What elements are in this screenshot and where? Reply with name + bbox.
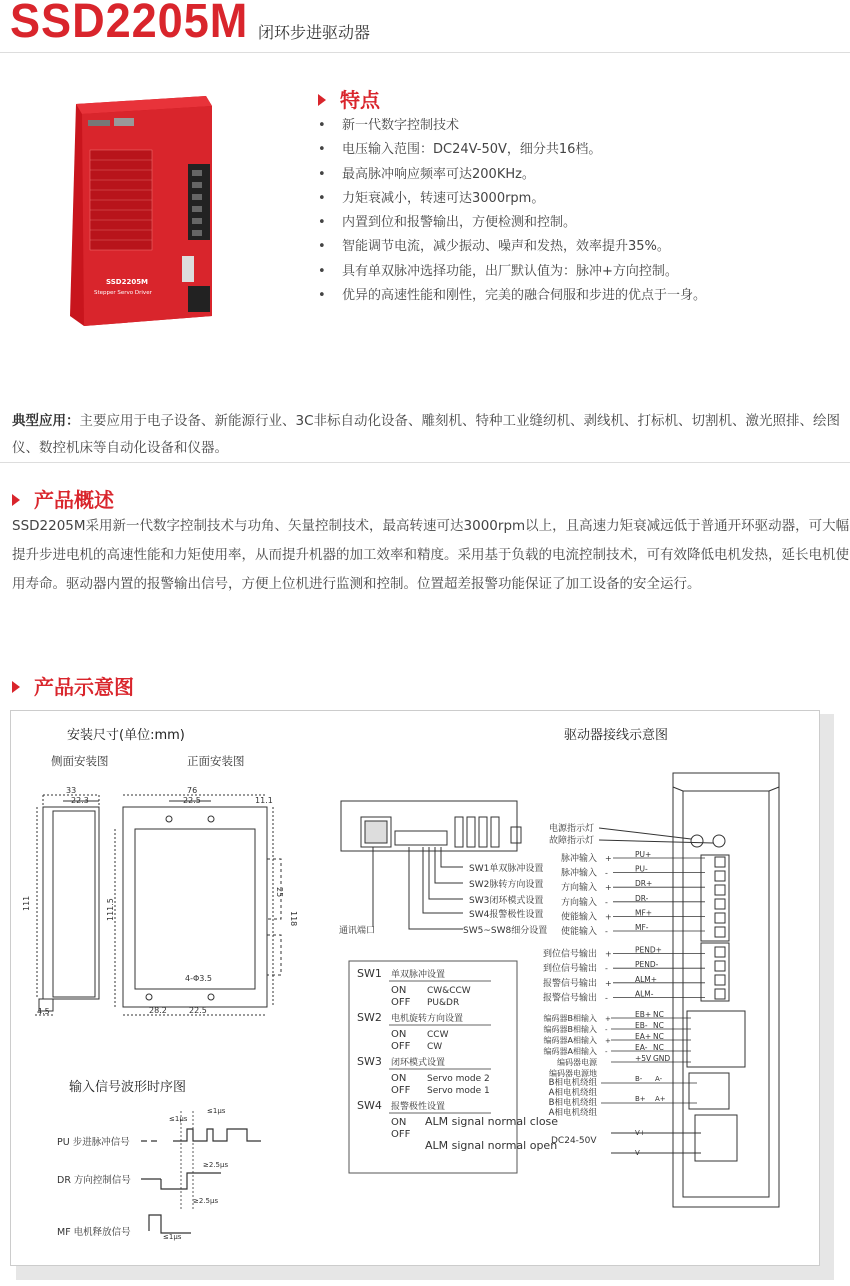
led-fault-label: 故障指示灯 xyxy=(549,836,595,846)
encoder-nc: NC xyxy=(653,1032,664,1041)
terminal-pin: PU- xyxy=(635,864,648,874)
dim-front-mid: 25 xyxy=(275,887,284,898)
feature-item xyxy=(318,114,706,138)
sw-title: 电机旋转方向设置 xyxy=(391,1014,464,1024)
bullet-icon: • xyxy=(318,142,326,158)
timing-t5: ≤1μs xyxy=(163,1233,182,1241)
frame-shadow xyxy=(820,714,834,1280)
feature-text: 具有单双脉冲选择功能，出厂默认值为：脉冲+方向控制。 xyxy=(342,263,678,279)
feature-item xyxy=(318,260,706,284)
dim-front-w: 76 xyxy=(187,786,198,795)
power-vminus: V- xyxy=(635,1149,642,1157)
encoder-sign: + xyxy=(605,1037,611,1045)
encoder-label: 编码器B相输入 xyxy=(543,1014,597,1023)
wiring-title: 驱动器接线示意图 xyxy=(564,728,669,743)
terminal-pin: MF- xyxy=(635,923,649,932)
features-heading xyxy=(318,84,380,113)
feature-item xyxy=(318,211,706,235)
dim-front-br: 22.5 xyxy=(189,1006,207,1015)
terminal-pin: MF+ xyxy=(635,908,653,918)
sw-off-value: CW xyxy=(427,1042,443,1052)
sw-off: OFF xyxy=(391,1085,411,1096)
feature-text: 优异的高速性能和刚性，完美的融合伺服和步进的优点于一身。 xyxy=(342,288,707,304)
terminal-sign: + xyxy=(605,949,612,959)
sw-off: OFF xyxy=(391,1129,411,1140)
bullet-icon: • xyxy=(318,263,326,279)
terminal-list xyxy=(543,850,705,1003)
terminal-label: 脉冲输入 xyxy=(560,868,597,879)
timing-waves xyxy=(141,1111,261,1233)
bullet-icon: • xyxy=(318,239,326,255)
encoder-pin: EA- xyxy=(635,1043,648,1052)
terminal-pin: DR- xyxy=(635,893,649,903)
header-divider xyxy=(0,52,850,53)
product-model-label: SSD2205M xyxy=(106,278,149,286)
feature-text: 智能调节电流，减少振动、噪声和发热，效率提升35%。 xyxy=(342,239,670,255)
bullet-icon: • xyxy=(318,190,326,206)
sw-off-value: Servo mode 1 xyxy=(427,1086,490,1096)
terminal-label: 到位信号输出 xyxy=(542,964,597,975)
frame-shadow xyxy=(16,1266,834,1280)
comm-port-label: 通讯端口 xyxy=(339,926,376,936)
sw-name: SW4 xyxy=(357,1099,382,1112)
feature-item xyxy=(318,163,706,187)
page-subtitle: 闭环步进驱动器 xyxy=(258,23,371,42)
encoder-pin: EB- xyxy=(635,1021,648,1030)
timing-t2: ≤1μs xyxy=(207,1107,226,1115)
motor-pin: B+ xyxy=(635,1095,646,1103)
terminal-label: 报警信号输出 xyxy=(542,978,597,989)
feature-item xyxy=(318,187,706,211)
motor-winding-label: B相电机绕组 xyxy=(548,1078,597,1088)
dim-side-inner: 22.3 xyxy=(71,796,89,805)
terminal-sign: - xyxy=(605,868,608,878)
timing-t1: ≤1μs xyxy=(169,1115,188,1123)
led-power-label: 电源指示灯 xyxy=(549,824,595,834)
wiring-block xyxy=(673,773,779,1207)
motor-winding-label: A相电机绕组 xyxy=(548,1088,597,1098)
dim-front-top: 22.5 xyxy=(183,796,201,805)
sw-name: SW2 xyxy=(357,1011,382,1024)
feature-text: 新一代数字控制技术 xyxy=(342,118,460,133)
feature-item xyxy=(318,284,706,308)
dim-front-right: 11.1 xyxy=(255,796,273,805)
power-vplus: V+ xyxy=(635,1129,646,1137)
sw-off-value: PU&DR xyxy=(427,998,460,1008)
application-divider xyxy=(0,462,850,463)
feature-text: 力矩衰减小，转速可达3000rpm。 xyxy=(342,190,545,206)
side-view-drawing xyxy=(35,795,99,1015)
feature-text: 内置到位和报警输出，方便检测和控制。 xyxy=(342,215,577,231)
encoder-sign: - xyxy=(605,1048,608,1056)
switch-label-3: SW3闭环模式设置 xyxy=(469,896,544,906)
schematic-heading xyxy=(12,671,134,700)
triangle-marker-icon xyxy=(318,94,326,106)
terminal-slot xyxy=(715,885,725,895)
sw-on-value: ALM signal normal close xyxy=(425,1115,559,1128)
motor-pin: A- xyxy=(655,1075,663,1083)
overview-heading xyxy=(12,484,114,513)
feature-item xyxy=(318,138,706,162)
terminal-slot xyxy=(715,899,725,909)
terminal-slot xyxy=(715,857,725,867)
terminal-pin: PEND+ xyxy=(635,945,662,955)
terminal-label: 使能输入 xyxy=(560,912,597,923)
motor-winding-label: B相电机绕组 xyxy=(548,1098,597,1108)
terminal-slot xyxy=(715,947,725,957)
terminal-sign: + xyxy=(605,978,612,988)
application-text: 主要应用于电子设备、新能源行业、3C非标自动化设备、雕刻机、特种工业缝纫机、剥线机、打标机、切割机、激光照排、绘图仪、数控机床等自动化设备和仪器。 xyxy=(12,413,841,456)
terminal-sign: - xyxy=(605,897,608,907)
switch-label-2: SW2脉转方向设置 xyxy=(469,880,544,890)
sw-on: ON xyxy=(391,1073,407,1084)
terminal-slot xyxy=(715,989,725,999)
terminal-pin: DR+ xyxy=(635,879,653,889)
sw-on-value: CCW xyxy=(427,1030,449,1040)
encoder-nc: NC xyxy=(653,1021,664,1030)
sw-on: ON xyxy=(391,1029,407,1040)
feature-item xyxy=(318,235,706,259)
encoder-label: 编码器A相输入 xyxy=(543,1036,597,1045)
terminal-slot xyxy=(715,975,725,985)
feature-text: 电压输入范围：DC24V-50V，细分共16档。 xyxy=(342,142,602,158)
encoder-nc: NC xyxy=(653,1043,664,1052)
timing-mf-label: MF 电机释放信号 xyxy=(57,1227,131,1238)
encoder-sign: - xyxy=(605,1026,608,1034)
terminal-label: 脉冲输入 xyxy=(560,854,597,864)
sw-on-value: CW&CCW xyxy=(427,986,471,996)
install-title: 安装尺寸(单位:mm) xyxy=(67,728,185,743)
product-image xyxy=(66,90,218,330)
encoder-pin: EB+ xyxy=(635,1010,652,1019)
sw-title: 报警极性设置 xyxy=(391,1102,446,1112)
dim-front-h1: 111.5 xyxy=(106,898,115,921)
switch-label-5: SW5~SW8细分设置 xyxy=(463,926,548,936)
bullet-icon: • xyxy=(318,215,326,231)
encoder-nc: NC xyxy=(653,1010,664,1019)
terminal-pin: PEND- xyxy=(635,960,659,970)
terminal-label: 报警信号输出 xyxy=(542,993,597,1004)
terminal-sign: - xyxy=(605,993,608,1003)
sw-name: SW1 xyxy=(357,967,382,980)
timing-t4: ≥2.5μs xyxy=(193,1197,219,1205)
side-view-label: 侧面安装图 xyxy=(51,754,109,768)
terminal-pin: ALM+ xyxy=(635,974,658,984)
bullet-icon: • xyxy=(318,288,326,304)
bullet-icon: • xyxy=(318,166,326,182)
brand-logo: SSD2205M xyxy=(10,0,249,48)
sw-on: ON xyxy=(391,1117,407,1128)
sw-name: SW3 xyxy=(357,1055,382,1068)
encoder-label: 编码器电源 xyxy=(557,1058,597,1067)
application-paragraph xyxy=(12,408,842,462)
motor-winding-label: A相电机绕组 xyxy=(548,1108,597,1118)
features-title: 特点 xyxy=(340,88,380,112)
encoder-label: 编码器A相输入 xyxy=(543,1047,597,1056)
terminal-pin: PU+ xyxy=(635,850,652,859)
application-label: 典型应用： xyxy=(12,413,80,429)
front-view-label: 正面安装图 xyxy=(187,754,245,768)
terminal-pin: ALM- xyxy=(635,989,654,999)
triangle-marker-icon xyxy=(12,494,20,506)
terminal-sign: - xyxy=(605,927,608,936)
terminal-sign: + xyxy=(605,883,612,893)
timing-dr-label: DR 方向控制信号 xyxy=(57,1175,131,1186)
terminal-label: 到位信号输出 xyxy=(542,949,597,960)
motor-pin: A+ xyxy=(655,1095,666,1103)
dim-hole: 4-Φ3.5 xyxy=(185,974,212,983)
feature-text: 最高脉冲响应频率可达200KHz。 xyxy=(342,166,535,182)
power-label: DC24-50V xyxy=(551,1136,597,1146)
dim-side-bottom: 4.5 xyxy=(37,1007,50,1016)
encoder-nc: GND xyxy=(653,1054,671,1063)
timing-pu-label: PU 步进脉冲信号 xyxy=(57,1137,130,1148)
schematic-drawing xyxy=(11,711,821,1267)
terminal-label: 方向输入 xyxy=(560,883,597,894)
timing-t3: ≥2.5μs xyxy=(203,1161,229,1169)
sw-on: ON xyxy=(391,985,407,996)
triangle-marker-icon xyxy=(12,681,20,693)
terminal-slot xyxy=(715,961,725,971)
schematic-title: 产品示意图 xyxy=(34,675,134,699)
sw-off: OFF xyxy=(391,1041,411,1052)
features-list xyxy=(318,114,706,308)
terminal-sign: + xyxy=(605,854,612,863)
encoder-list xyxy=(544,1010,692,1078)
switch-label-4: SW4报警极性设置 xyxy=(469,910,544,920)
motor-pin: B- xyxy=(635,1075,643,1083)
terminal-label: 方向输入 xyxy=(560,897,597,908)
overview-title: 产品概述 xyxy=(34,488,114,512)
dim-front-h2: 118 xyxy=(289,911,298,927)
sw-table xyxy=(357,967,558,1152)
terminal-label: 使能输入 xyxy=(560,927,597,937)
switch-label-1: SW1单双脉冲设置 xyxy=(469,864,544,874)
terminal-slot xyxy=(715,927,725,937)
terminal-slot xyxy=(715,913,725,923)
terminal-sign: - xyxy=(605,964,608,974)
dim-front-bl: 28.2 xyxy=(149,1006,167,1015)
encoder-pin: EA+ xyxy=(635,1032,652,1041)
sw-on-value: Servo mode 2 xyxy=(427,1074,490,1084)
sw-title: 单双脉冲设置 xyxy=(391,970,446,980)
terminal-slot xyxy=(715,871,725,881)
sw-off-value: ALM signal normal open xyxy=(425,1139,558,1152)
dim-side-w: 33 xyxy=(66,786,77,795)
terminal-sign: + xyxy=(605,912,612,922)
encoder-label: 编码器B相输入 xyxy=(543,1025,597,1034)
encoder-pin: +5V xyxy=(635,1054,652,1063)
schematic-frame xyxy=(10,710,820,1266)
dim-side-h: 111 xyxy=(22,895,31,911)
sw-off: OFF xyxy=(391,997,411,1008)
bullet-icon: • xyxy=(318,118,326,133)
timing-title: 输入信号波形时序图 xyxy=(69,1080,187,1095)
overview-text: SSD2205M采用新一代数字控制技术与功角、矢量控制技术，最高转速可达3000rpm以上，且高速力矩衰减远低于普通开环驱动器，可大幅提升步进电机的高速性能和力矩使用率，从而提升机器的加工效率和精度。采用基于负载的电流控制技术，可有效降低电机发热，延长电机使用寿命。驱动器内置的报警输出信号，方便上位机进行监测和控制。位置超差报警功能保证了加工设备的安全运行。 xyxy=(12,518,850,592)
encoder-label: 编码器电源地 xyxy=(549,1069,597,1078)
motor-list xyxy=(549,1075,697,1118)
sw-title: 闭环模式设置 xyxy=(391,1058,446,1068)
encoder-sign: + xyxy=(605,1015,611,1023)
product-caption-label: Stepper Servo Driver xyxy=(94,290,152,296)
